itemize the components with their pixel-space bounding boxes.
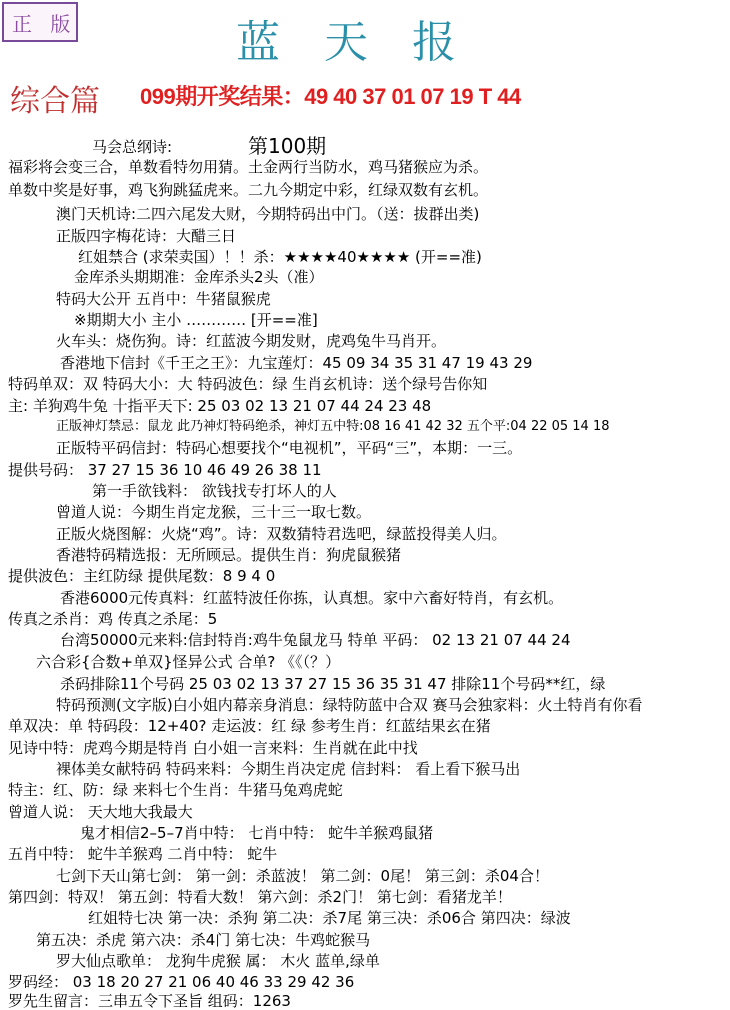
text-line: 特主：红、防：绿 来料七个生肖：牛猪马兔鸡虎蛇: [8, 781, 343, 799]
text-line: 第五决：杀虎 第六决：杀4门 第七决：牛鸡蛇猴马: [36, 931, 371, 949]
text-line: 正版四字梅花诗：大醋三日: [56, 227, 237, 245]
text-line: 特码大公开 五肖中：牛猪鼠猴虎: [56, 290, 271, 308]
text-line: 红姐禁合 (求荣卖国）！！杀：★★★★40★★★★ (开==准): [78, 248, 482, 266]
text-line: 马会总纲诗:: [92, 138, 173, 156]
text-line: 特码预测(文字版)白小姐内幕亲身消息：绿特防蓝中合双 赛马会独家料：火土特肖有你看: [56, 696, 643, 714]
text-line: 罗大仙点歌单： 龙狗牛虎猴 属： 木火 蓝单,绿单: [56, 952, 380, 970]
text-line: 正版特平码信封：特码心想要找个“电视机”，平码“三”，本期：一三。: [56, 439, 523, 457]
text-line: 七剑下天山第七剑： 第一剑：杀蓝波！ 第二剑：0尾！ 第三剑：杀04合！: [56, 867, 549, 885]
text-line: 香港特码精选报：无所顾忌。提供生肖：狗虎鼠猴猪: [56, 546, 402, 564]
text-line: 福彩将会变三合，单数看特勿用猜。土金两行当防水，鸡马猪猴应为杀。: [8, 158, 489, 176]
text-line: 传真之杀肖：鸡 传真之杀尾：5: [8, 610, 218, 628]
text-line: 杀码排除11个号码 25 03 02 13 37 27 15 36 35 31 47 排除11个号码**红，绿: [60, 675, 606, 693]
text-line: 正版神灯禁忌：鼠龙 此乃神灯特码绝杀，神灯五中特:08 16 41 42 32 五个平:04 22 05 14 18: [56, 419, 610, 434]
issue-number: 第100期: [248, 134, 327, 158]
text-line: 金库杀头期期准：金库杀头2头（准）: [74, 268, 324, 286]
text-line: 特码单双：双 特码大小：大 特码波色：绿 生肖玄机诗：送个绿号告你知: [8, 375, 488, 393]
text-line: ※期期大小 主小 ………… [开==准]: [74, 311, 318, 329]
text-line: 澳门天机诗:二四六尾发大财，今期特码出中门。（送：拔群出类): [56, 205, 480, 223]
previous-draw-result: 099期开奖结果：49 40 37 01 07 19 T 44: [140, 84, 521, 109]
text-line: 单双决：单 特码段：12+40? 走运波：红 绿 参考生肖：红蓝结果玄在猪: [8, 717, 491, 735]
text-line: 曾道人说： 天大地大我最大: [8, 803, 193, 821]
text-line: 罗码经： 03 18 20 27 21 06 40 46 33 29 42 36: [8, 973, 355, 991]
text-line: 火车头：烧伤狗。诗：红蓝波今期发财，虎鸡兔牛马肖开。: [56, 332, 447, 350]
official-edition-stamp: 正 版: [2, 2, 78, 42]
text-line: 红姐特七决 第一决：杀狗 第二决：杀7尾 第三决：杀06合 第四决：绿波: [88, 909, 571, 927]
text-line: 罗先生留言：三串五令下圣旨 组码：1263: [8, 992, 291, 1010]
text-line: 提供波色：主红防绿 提供尾数：8 9 4 0: [8, 567, 276, 585]
text-line: 香港地下信封《千王之王》：九宝莲灯：45 09 34 35 31 47 19 43 29: [60, 354, 533, 372]
newspaper-title: 蓝天报: [236, 17, 500, 68]
text-line: 鬼才相信2–5–7肖中特： 七肖中特： 蛇牛羊猴鸡鼠猪: [80, 824, 434, 842]
text-line: 提供号码： 37 27 15 36 10 46 49 26 38 11: [8, 461, 322, 479]
text-line: 第四剑：特双！ 第五剑：特看大数！ 第六剑：杀2门！ 第七剑：看猪龙羊！: [8, 888, 512, 906]
text-line: 曾道人说：今期生肖定龙猴，三十三一取七数。: [56, 503, 372, 521]
section-label: 综合篇: [10, 84, 100, 119]
text-line: 单数中奖是好事，鸡飞狗跳猛虎来。二九今期定中彩，红绿双数有玄机。: [8, 181, 489, 199]
text-line: 主: 羊狗鸡牛兔 十指平天下: 25 03 02 13 21 07 44 24 23 48: [8, 397, 432, 415]
text-line: 香港6000元传真料：红蓝特波任你拣，认真想。家中六畜好特肖，有玄机。: [60, 589, 564, 607]
text-line: 六合彩{合数+单双}怪异公式 合单? 《《（？）: [36, 653, 341, 671]
text-line: 五肖中特： 蛇牛羊猴鸡 二肖中特： 蛇牛: [8, 845, 278, 863]
text-line: 台湾50000元来料:信封特肖:鸡牛兔鼠龙马 特单 平码： 02 13 21 07 44 24: [60, 631, 571, 649]
text-line: 正版火烧图解：火烧“鸡”。诗：双数猜特君选吧，绿蓝投得美人归。: [56, 525, 507, 543]
text-line: 第一手欲钱料： 欲钱找专打坏人的人: [92, 482, 337, 500]
text-line: 裸体美女献特码 特码来料：今期生肖决定虎 信封料： 看上看下猴马出: [56, 760, 521, 778]
text-line: 见诗中特：虎鸡今期是特肖 白小姐一言来料：生肖就在此中找: [8, 739, 418, 757]
